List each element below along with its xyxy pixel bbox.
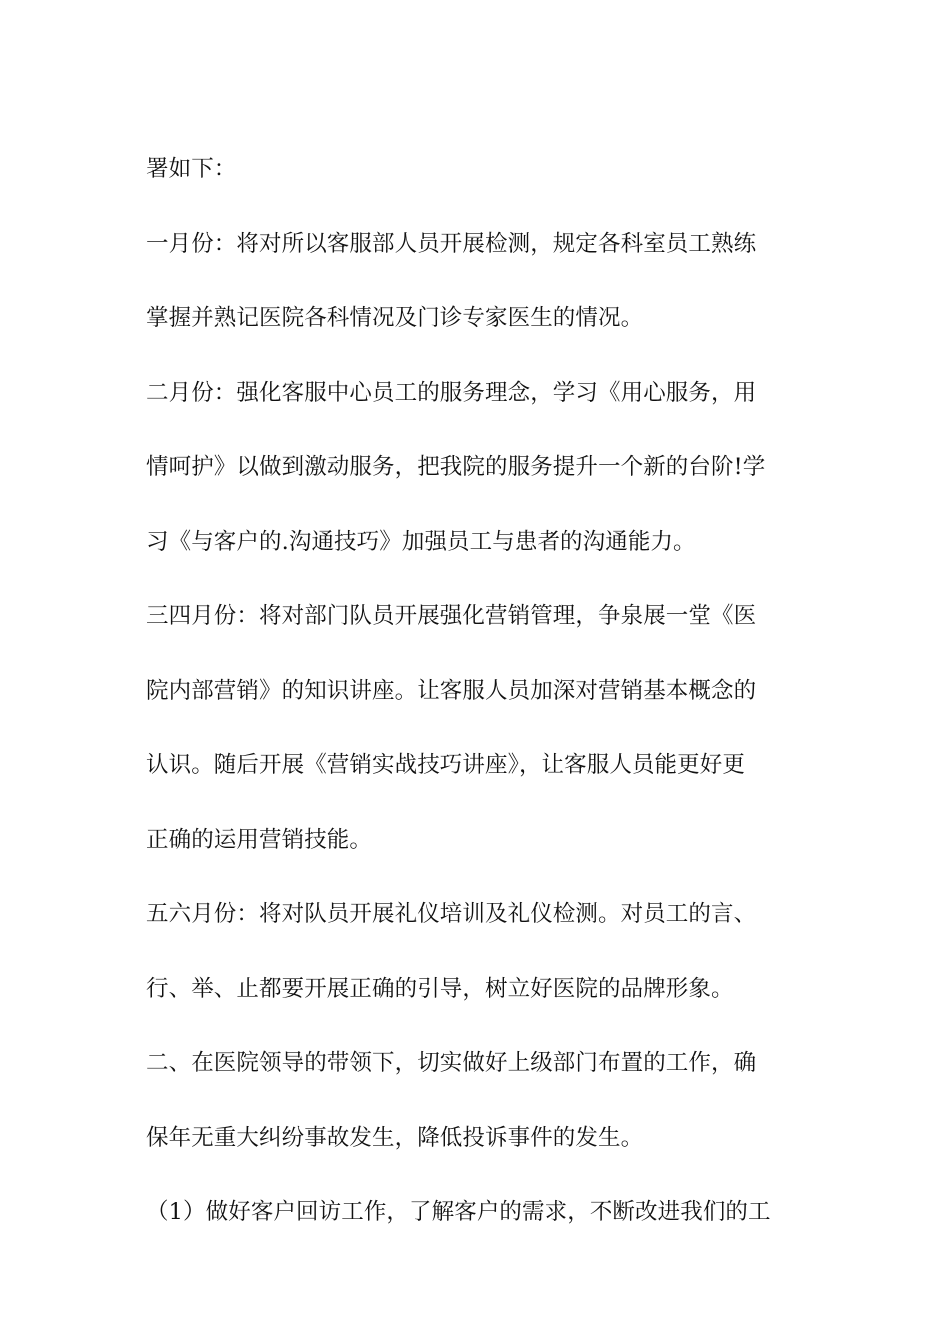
text-line: （1）做好客户回访工作，了解客户的需求，不断改进我们的工 [146, 1199, 771, 1225]
text-line: 认识。随后开展《营销实战技巧讲座》，让客服人员能更好更 [146, 752, 745, 778]
text-line: 正确的运用营销技能。 [146, 826, 373, 853]
text-line: 三四月份：将对部门队员开展强化营销管理，争泉展一堂《医 [146, 603, 757, 629]
text-line: 保年无重大纠纷事故发生，降低投诉事件的发生。 [146, 1124, 644, 1151]
text-line: 一月份：将对所以客服部人员开展检测，规定各科室员工熟练 [146, 230, 757, 257]
text-line: 二月份：强化客服中心员工的服务理念，学习《用心服务，用 [146, 379, 757, 406]
text-line: 二、在医院领导的带领下，切实做好上级部门布置的工作，确 [146, 1050, 757, 1076]
text-line: 情呵护》以做到激动服务，把我院的服务提升一个新的台阶!学 [146, 454, 766, 480]
text-line: 院内部营销》的知识讲座。让客服人员加深对营销基本概念的 [146, 677, 757, 704]
text-line: 五六月份：将对队员开展礼仪培训及礼仪检测。对员工的言、 [146, 901, 757, 927]
text-line: 署如下： [146, 156, 237, 182]
text-line: 行、举、止都要开展正确的引导，树立好医院的品牌形象。 [146, 975, 734, 1002]
text-line: 掌握并熟记医院各科情况及门诊专家医生的情况。 [146, 305, 644, 331]
document-body [146, 132, 808, 1250]
text-line: 习《与客户的.沟通技巧》加强员工与患者的沟通能力。 [146, 528, 696, 555]
